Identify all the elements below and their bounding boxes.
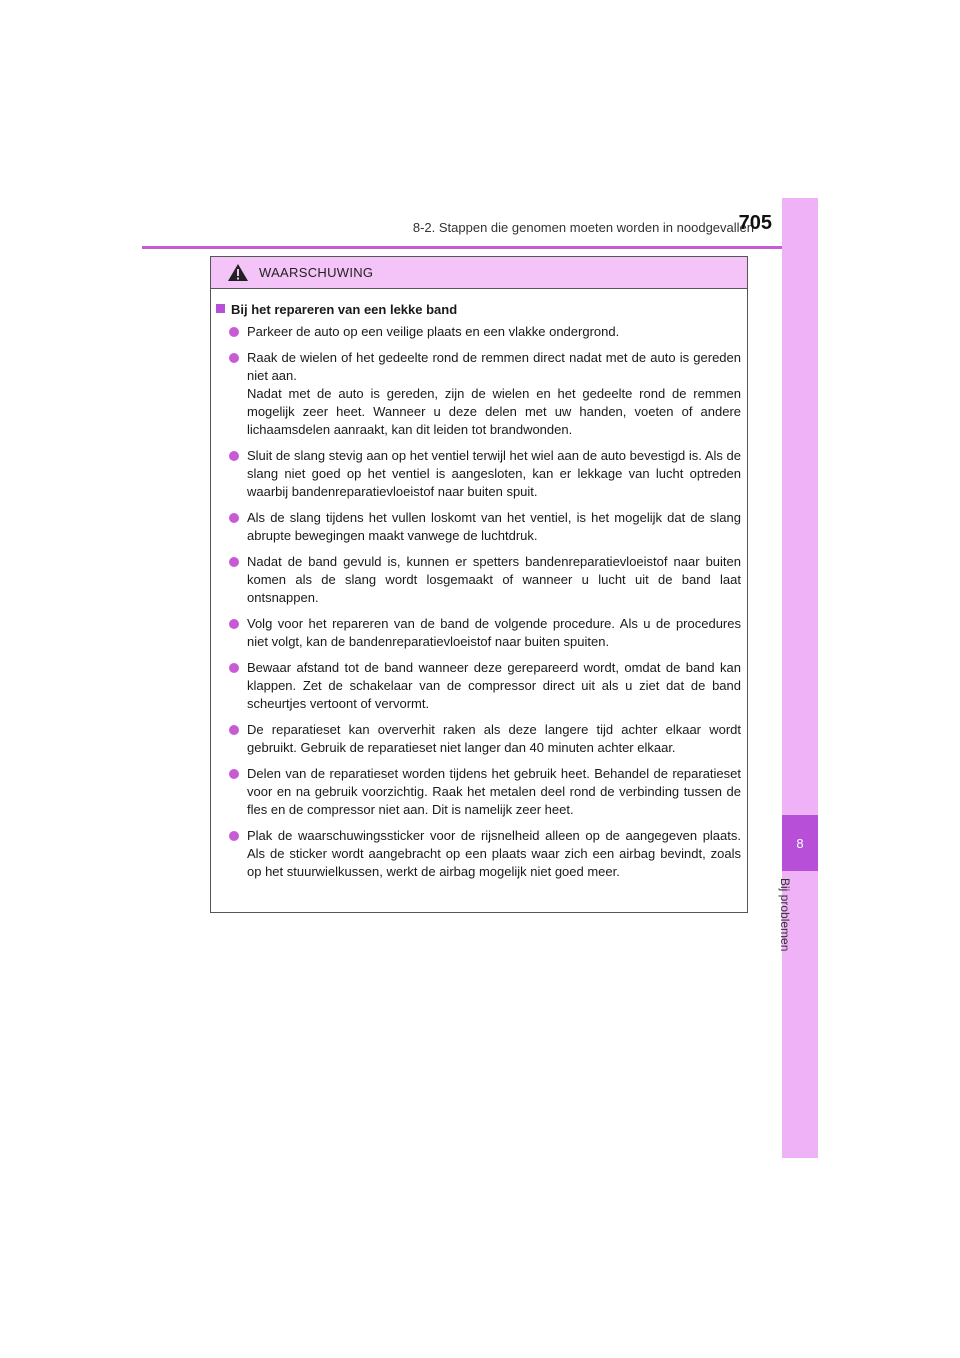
section-heading bbox=[216, 301, 741, 319]
warning-header bbox=[211, 257, 747, 289]
bullet-dot-icon bbox=[229, 663, 239, 673]
warning-list-item bbox=[216, 659, 741, 713]
square-bullet-icon bbox=[216, 304, 225, 313]
chapter-label: Bij problemen bbox=[778, 878, 792, 952]
warning-list-item bbox=[216, 509, 741, 545]
warning-list-item-text: Plak de waarschuwingssticker voor de rijsnelheid alleen op de aangegeven plaats. Als de sticker wordt aangebracht op een plaats waar zich een airbag bevindt, zoals op het stuurwielkussen, werkt de airbag mogelijk niet goed meer. bbox=[247, 828, 741, 879]
warning-list-item-text: De reparatieset kan oververhit raken als deze langere tijd achter elkaar wordt gebruikt. Gebruik de reparatieset niet langer dan 40 minuten achter elkaar. bbox=[247, 722, 741, 755]
warning-list-item-text: Delen van de reparatieset worden tijdens het gebruik heet. Behandel de reparatieset voor en na gebruik voorzichtig. Raak het metalen deel rond de verbinding tussen de fles en de compressor niet aan. Dit is namelijk zeer heet. bbox=[247, 766, 741, 817]
warning-list-item-text: Parkeer de auto op een veilige plaats en een vlakke ondergrond. bbox=[247, 324, 620, 339]
warning-list-item-text: Volg voor het repareren van de band de volgende procedure. Als u de procedures niet volgt, kan de bandenreparatievloeistof naar buiten spuiten. bbox=[247, 616, 741, 649]
warning-list-item-text: Als de slang tijdens het vullen loskomt van het ventiel, is het mogelijk dat de slang abrupte bewegingen maakt vanwege de luchtdruk. bbox=[247, 510, 741, 543]
warning-title: WAARSCHUWING bbox=[259, 265, 374, 280]
warning-list-item-text: Bewaar afstand tot de band wanneer deze gerepareerd wordt, omdat de band kan klappen. Zet de schakelaar van de compressor direct uit als u ziet dat de band scheurtjes vertoont of vervormt. bbox=[247, 660, 741, 711]
warning-triangle-icon bbox=[227, 263, 249, 282]
warning-list-item bbox=[216, 553, 741, 607]
page-header bbox=[142, 212, 818, 249]
section-heading-text: Bij het repareren van een lekke band bbox=[231, 302, 458, 317]
warning-list-item-text: Nadat de band gevuld is, kunnen er spetters bandenreparatievloeistof naar buiten komen als de slang wordt losgemaakt of wanneer u lucht uit de band laat ontsnappen. bbox=[247, 554, 741, 605]
bullet-dot-icon bbox=[229, 725, 239, 735]
bullet-dot-icon bbox=[229, 557, 239, 567]
chapter-number: 8 bbox=[782, 815, 818, 871]
warning-list-item bbox=[216, 447, 741, 501]
warning-list-item bbox=[216, 721, 741, 757]
warning-list-item bbox=[216, 323, 741, 341]
bullet-dot-icon bbox=[229, 831, 239, 841]
warning-list bbox=[216, 323, 741, 881]
page-number: 705 bbox=[738, 212, 772, 234]
warning-list-item bbox=[216, 765, 741, 819]
bullet-dot-icon bbox=[229, 451, 239, 461]
warning-list-item bbox=[216, 615, 741, 651]
bullet-dot-icon bbox=[229, 513, 239, 523]
warning-body bbox=[211, 289, 747, 881]
bullet-dot-icon bbox=[229, 327, 239, 337]
warning-list-item bbox=[216, 349, 741, 439]
bullet-dot-icon bbox=[229, 619, 239, 629]
section-title: 8-2. Stappen die genomen moeten worden in noodgevallen bbox=[412, 220, 754, 235]
bullet-dot-icon bbox=[229, 353, 239, 363]
chapter-side-tab bbox=[782, 198, 818, 1158]
warning-list-item bbox=[216, 827, 741, 881]
bullet-dot-icon bbox=[229, 769, 239, 779]
warning-list-item-text: Sluit de slang stevig aan op het ventiel terwijl het wiel aan de auto bevestigd is. Als de slang niet goed op het ventiel is aangesloten, kan er lekkage van lucht optreden waarbij bandenreparatievloeistof naar buiten spuit. bbox=[247, 448, 741, 499]
warning-list-item-text: Raak de wielen of het gedeelte rond de remmen direct nadat met de auto is gereden niet aan. Nadat met de auto is gereden, zijn de wielen en het gedeelte rond de remmen mogelijk zeer heet. Wanneer u deze delen met uw handen, voeten of andere lichaamsdelen aanraakt, kan dit leiden tot brandwonden. bbox=[247, 350, 741, 437]
warning-box bbox=[210, 256, 748, 913]
